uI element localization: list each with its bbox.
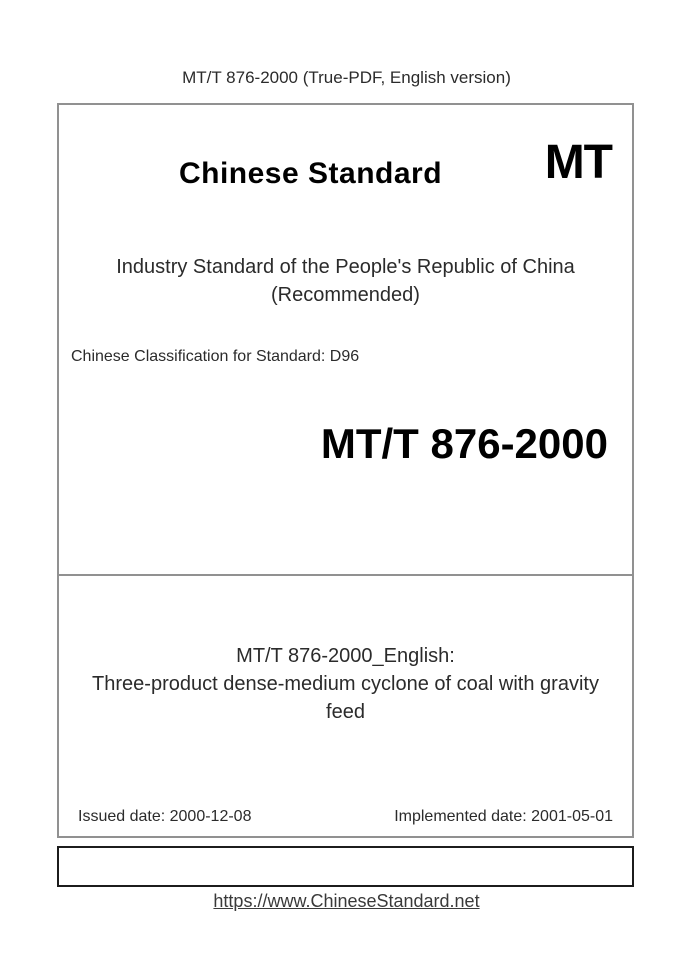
site-footer	[0, 891, 693, 912]
issued-date: Issued date: 2000-12-08	[78, 808, 252, 825]
standard-type-line1: Industry Standard of the People's Republic of China	[116, 256, 575, 278]
brand-title: Chinese Standard	[178, 157, 443, 190]
english-title-line2: Three-product dense-medium cyclone of coal with gravity feed	[92, 673, 599, 723]
agency-code: MT	[544, 136, 612, 189]
implemented-date: Implemented date: 2001-05-01	[394, 808, 613, 825]
website-link[interactable]: https://www.ChineseStandard.net	[213, 891, 480, 911]
title-box	[57, 574, 634, 838]
standard-type-line2: (Recommended)	[271, 284, 420, 306]
dates-row	[59, 808, 632, 826]
english-title-line1: MT/T 876-2000_English:	[236, 645, 455, 667]
cover-box	[57, 103, 634, 576]
classification-label: Chinese Classification for Standard: D96	[71, 348, 360, 365]
english-title-block	[59, 642, 632, 726]
standard-number: MT/T 876-2000	[320, 420, 608, 467]
standard-type	[59, 253, 632, 309]
document-header-label: MT/T 876-2000 (True-PDF, English version)	[182, 68, 511, 87]
footer-empty-box	[57, 846, 634, 887]
